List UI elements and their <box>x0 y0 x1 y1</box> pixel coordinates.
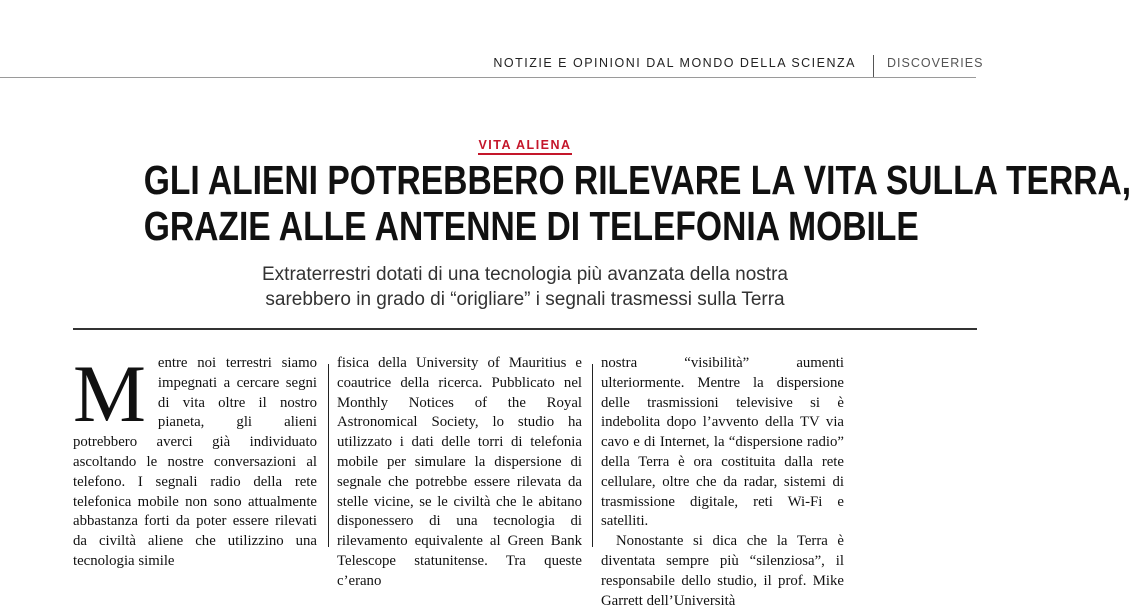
subhead-line-1: Extraterrestri dotati di una tecnologia più avanzata della nostra <box>262 264 788 285</box>
article-headline <box>143 157 1131 249</box>
article-subheading <box>160 262 890 312</box>
headline-divider <box>73 328 977 330</box>
column-3-paragraph-2: Nonostante si dica che la Terra è diventata sempre più “silenziosa”, il responsabile dello studio, il prof. Mike Garrett dell’Università <box>601 533 844 609</box>
article-kicker <box>0 134 1050 153</box>
drop-cap: M <box>73 348 146 439</box>
headline-line-2: GRAZIE ALLE ANTENNE DI TELEFONIA MOBILE <box>143 203 919 249</box>
section-link-discoveries[interactable]: DISCOVERIES <box>887 56 984 70</box>
article-column-2 <box>337 354 582 589</box>
headline-line-1: GLI ALIENI POTREBBERO RILEVARE LA VITA SULLA TERRA, <box>143 157 1131 203</box>
column-3-paragraph-1: nostra “visibilità” aumenti ulteriormente. Mentre la dispersione delle trasmissioni televisive si è indebolita dopo l’avvento della TV via cavo e di Internet, la “dispersione radio” della Terra è ora costituita dalla rete cellulare, oltre che da radar, sistemi di trasmissione digitale, reti Wi-Fi e satelliti. <box>601 355 844 530</box>
column-divider-1 <box>328 364 329 547</box>
header-separator <box>873 55 874 77</box>
site-header <box>0 48 984 78</box>
column-divider-2 <box>592 364 593 547</box>
article-column-1 <box>73 348 317 569</box>
article-column-3 <box>601 354 844 609</box>
column-1-text: entre noi terrestri siamo impegnati a cercare segni di vita oltre il nostro pianeta, gli alieni potrebbero averci già individuato ascoltando le nostre conversazioni al telefono. I segnali radio della rete telefonica mobile non sono attualmente abbastanza forti da poter essere rilevati da civiltà aliene che utilizzino una tecnologia simile <box>73 355 317 569</box>
column-2-text: fisica della University of Mauritius e coautrice della ricerca. Pubblicato nel Monthly Notices of the Royal Astronomical Society, lo studio ha utilizzato i dati delle torri di telefonia mobile per simulare la dispersione di segnale che potrebbe essere rilevata da stelle vicine, se le civiltà che le abitano disponessero di una tecnologia di rilevamento equivalente al Green Bank Telescope statunitense. Tra queste c’erano <box>337 355 582 589</box>
subhead-line-2: sarebbero in grado di “origliare” i segnali trasmessi sulla Terra <box>265 289 785 310</box>
kicker-label[interactable]: VITA ALIENA <box>478 138 571 155</box>
site-tagline: NOTIZIE E OPINIONI DAL MONDO DELLA SCIENZA <box>493 56 856 70</box>
